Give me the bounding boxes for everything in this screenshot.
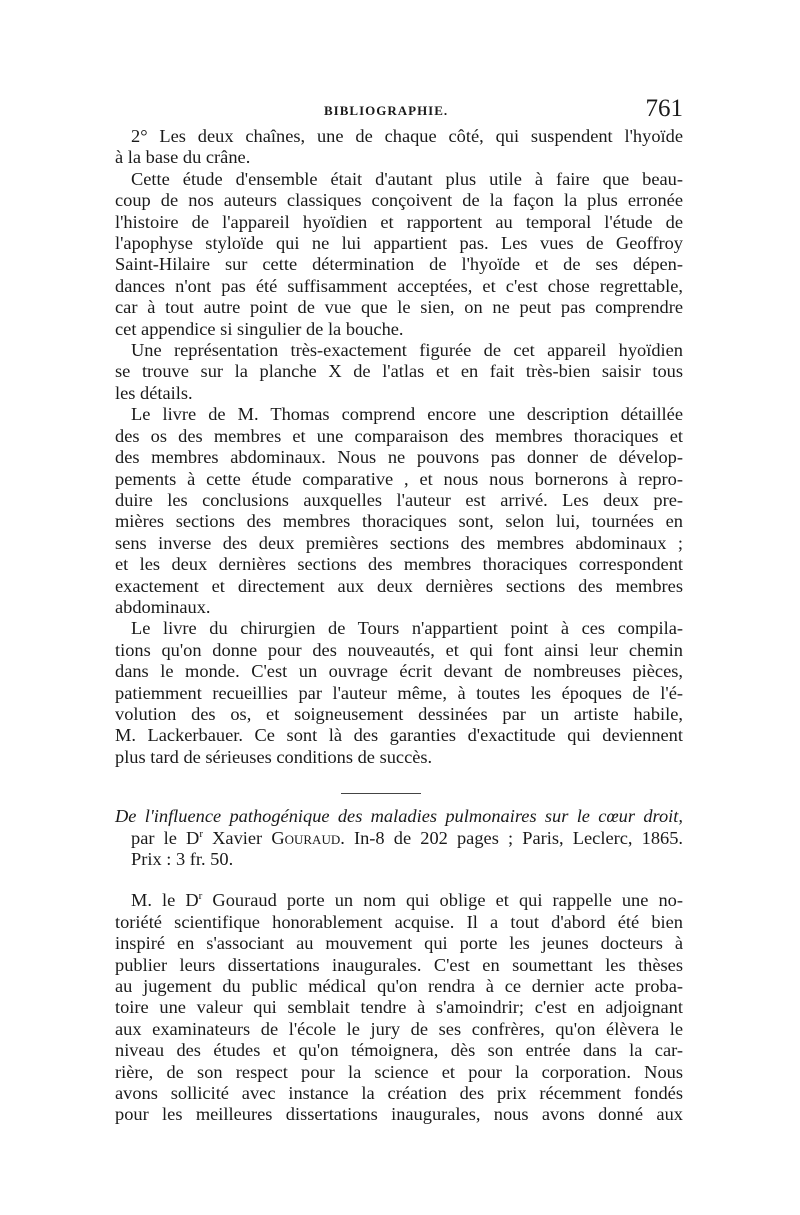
page-number: 761 bbox=[645, 95, 683, 122]
text-line: l'apophyse styloïde qui ne lui appartient pas. Les vues de Geoffroy bbox=[115, 233, 683, 254]
divider-rule bbox=[341, 793, 421, 794]
text-line: Le livre du chirurgien de Tours n'appartient point à ces compila- bbox=[131, 618, 683, 639]
reference-author-first: Xavier bbox=[203, 827, 272, 848]
reference-author-last: Gouraud bbox=[271, 827, 341, 848]
text-line: volution des os, et soigneusement dessinées par un artiste habile, bbox=[115, 703, 683, 724]
text-line: car à tout autre point de vue que le sien, on ne peut pas comprendre bbox=[115, 297, 683, 318]
text-fragment: M. le D bbox=[131, 890, 199, 911]
text-line: pour les meilleures dissertations inaugurales, nous avons donné aux bbox=[115, 1104, 683, 1125]
text-line: duire les conclusions auxquelles l'auteur est arrivé. Les deux pre- bbox=[115, 489, 683, 510]
reference-title: De l'influence pathogénique des maladies pulmonaires sur le cœur droit, bbox=[115, 806, 683, 827]
text-line: inspiré en s'associant au mouvement qui porte les jeunes docteurs à bbox=[115, 933, 683, 954]
text-line: et les deux dernières sections des membres thoraciques correspondent bbox=[115, 554, 683, 575]
spacer bbox=[115, 870, 683, 890]
text-line: toriété scientifique honorablement acquise. Il a tout d'abord été bien bbox=[115, 911, 683, 932]
section-divider bbox=[115, 768, 683, 806]
text-line: cet appendice si singulier de la bouche. bbox=[115, 318, 404, 339]
text-line: l'histoire de l'appareil hyoïdien et rapportent au temporal l'étude de bbox=[115, 211, 683, 232]
paragraph-hyoid-chains bbox=[115, 126, 683, 169]
running-title: BIBLIOGRAPHIE. bbox=[324, 103, 449, 118]
text-line: M. Lackerbauer. Ce sont là des garanties d'exactitude qui deviennent bbox=[115, 725, 683, 746]
page-body bbox=[115, 126, 683, 1126]
reference-price: Prix : 3 fr. 50. bbox=[131, 849, 234, 869]
text-line: patiemment recueillies par l'auteur même, à toutes les époques de l'é- bbox=[115, 682, 683, 703]
reference-author-prefix: par le D bbox=[131, 827, 200, 848]
text-line: dances n'ont pas été suffisamment acceptées, et c'est chose regrettable, bbox=[115, 275, 683, 296]
text-line: dans le monde. C'est un ouvrage écrit devant de nombreuses pièces, bbox=[115, 661, 683, 682]
text-line: 2° Les deux chaînes, une de chaque côté, qui suspendent l'hyoïde bbox=[131, 126, 683, 146]
text-line: Une représentation très-exactement figurée de cet appareil hyoïdien bbox=[131, 340, 683, 361]
paragraph-representation bbox=[115, 340, 683, 404]
bibliographic-reference bbox=[115, 806, 683, 870]
text-line: des membres abdominaux. Nous ne pouvons pas donner de dévelop- bbox=[115, 447, 683, 468]
text-line: à la base du crâne. bbox=[115, 147, 251, 168]
text-line: les détails. bbox=[115, 382, 193, 403]
text-line: avons sollicité avec instance la création des prix récemment fondés bbox=[115, 1083, 683, 1104]
text-superscript: r bbox=[198, 890, 203, 903]
reference-author-sup: r bbox=[199, 827, 203, 840]
text-line: mières sections des membres thoraciques sont, selon lui, tournées en bbox=[115, 511, 683, 532]
text-line: Cette étude d'ensemble était d'autant plus utile à faire que beau- bbox=[131, 168, 683, 189]
paragraph-thomas-book bbox=[115, 404, 683, 618]
text-line: tions qu'on donne pour des nouveautés, et qui font ainsi leur chemin bbox=[115, 639, 683, 660]
text-line: Le livre de M. Thomas comprend encore une description détaillée bbox=[131, 404, 683, 425]
text-line: des os des membres et une comparaison des membres thoraciques et bbox=[115, 425, 683, 446]
text-line: toire une valeur qui semblait tendre à s'amoindrir; c'est en adjoignant bbox=[115, 997, 683, 1018]
text-line: au jugement du public médical qu'on rendra à ce dernier acte proba- bbox=[115, 976, 683, 997]
paragraph-gouraud bbox=[115, 890, 683, 1125]
page-header bbox=[115, 95, 683, 125]
text-line: se trouve sur la planche X de l'atlas et en fait très-bien saisir tous bbox=[115, 361, 683, 382]
text-line: coup de nos auteurs classiques conçoivent de la façon la plus erronée bbox=[115, 190, 683, 211]
reference-author-line bbox=[115, 828, 683, 849]
text-line: rière, de son respect pour la science et pour la corporation. Nous bbox=[115, 1061, 683, 1082]
text-line: abdominaux. bbox=[115, 596, 211, 617]
text-line: plus tard de sérieuses conditions de succès. bbox=[115, 746, 433, 767]
text-line: Saint-Hilaire sur cette détermination de l'hyoïde et de ses dépen- bbox=[115, 254, 683, 275]
text-line: niveau des études et qu'on témoignera, dès son entrée dans la car- bbox=[115, 1040, 683, 1061]
paragraph-ensemble-study bbox=[115, 169, 683, 340]
paragraph-tours-surgeon bbox=[115, 618, 683, 768]
text-line bbox=[115, 890, 683, 911]
text-line: aux examinateurs de l'école le jury de ses confrères, qu'on élèvera le bbox=[115, 1018, 683, 1039]
reference-details: . In-8 de 202 pages ; Paris, Leclerc, 1865. bbox=[340, 827, 684, 848]
text-line: pements à cette étude comparative , et nous nous bornerons à repro- bbox=[115, 468, 683, 489]
text-line: exactement et directement aux deux dernières sections des membres bbox=[115, 575, 683, 596]
text-line: publier leurs dissertations inaugurales. C'est en soumettant les thèses bbox=[115, 954, 683, 975]
text-fragment: Gouraud porte un nom qui oblige et qui rappelle une no- bbox=[202, 890, 683, 911]
text-line: sens inverse des deux premières sections des membres abdominaux ; bbox=[115, 532, 683, 553]
